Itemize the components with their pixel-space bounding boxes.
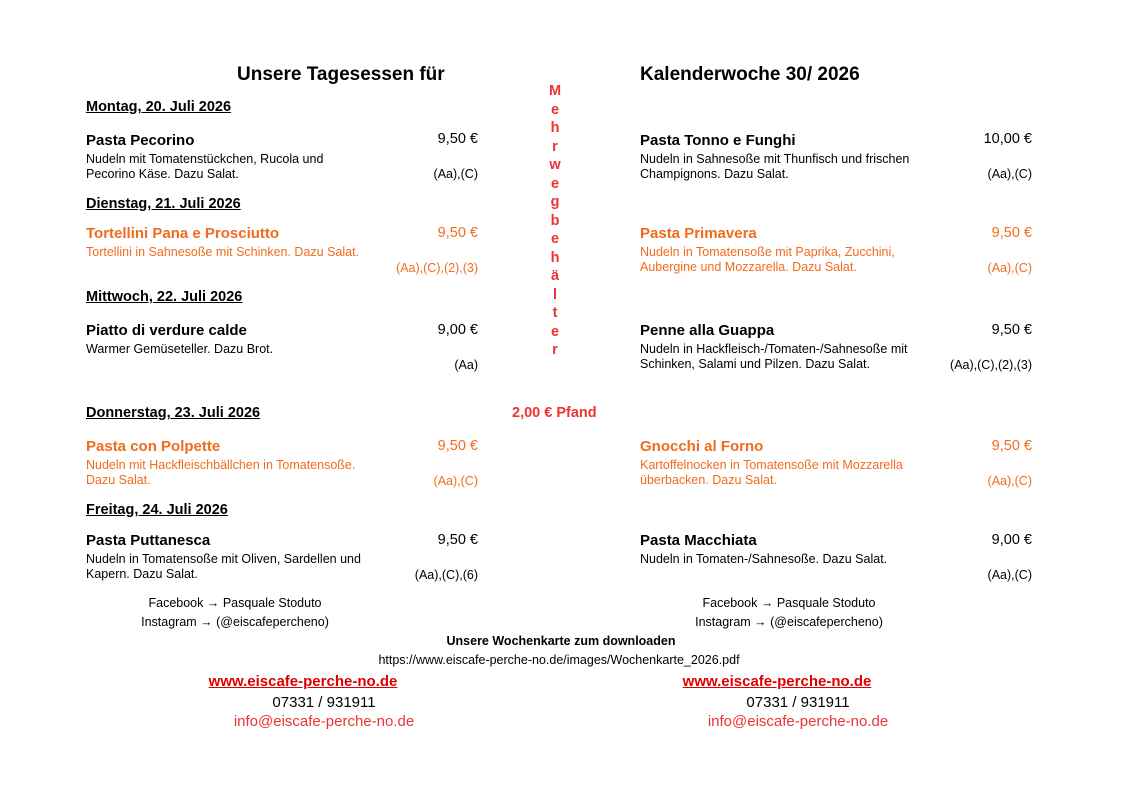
dish-price: 10,00 € (983, 131, 1032, 147)
dish-price: 9,50 € (437, 532, 478, 548)
website-link-right[interactable]: www.eiscafe-perche-no.de (682, 673, 872, 690)
dish-price: 9,50 € (437, 225, 478, 241)
download-url[interactable]: https://www.eiscafe-perche-no.de/images/Wochenkarte_2026.pdf (378, 653, 740, 667)
dish-name: Tortellini Pana e Prosciutto (86, 225, 280, 242)
dish-description: Schinken, Salami und Pilzen. Dazu Salat. (640, 357, 870, 371)
dish-description: Nudeln in Tomatensoße mit Paprika, Zucchini, (640, 245, 895, 259)
instagram-link-left: Instagram → (@eiscafepercheno) (141, 615, 329, 629)
dish-description: Champignons. Dazu Salat. (640, 167, 789, 181)
dish-name: Pasta con Polpette (86, 438, 221, 455)
note-letter: e (550, 101, 560, 118)
dish-name: Piatto di verdure calde (86, 322, 247, 339)
dish-allergens: (Aa),(C) (987, 568, 1032, 582)
email-left[interactable]: info@eiscafe-perche-no.de (233, 713, 415, 730)
dish-allergens: (Aa),(C) (433, 167, 478, 181)
note-letter: h (550, 120, 560, 136)
dish-allergens: (Aa),(C) (987, 474, 1032, 488)
note-letter: M (548, 83, 562, 99)
instagram-link-right: Instagram → (@eiscafepercheno) (695, 615, 883, 629)
note-letter: r (552, 138, 558, 155)
note-letter: w (549, 157, 561, 173)
website-link-left[interactable]: www.eiscafe-perche-no.de (208, 673, 398, 690)
dish-allergens: (Aa),(C),(6) (414, 568, 478, 582)
note-letter: e (550, 323, 560, 340)
day-heading-tuesday: Dienstag, 21. Juli 2026 (86, 196, 241, 212)
note-letter: b (550, 212, 560, 229)
dish-description: Nudeln mit Hackfleischbällchen in Tomatensoße. (86, 458, 356, 472)
note-letter: g (550, 194, 560, 210)
dish-allergens: (Aa),(C),(2),(3) (950, 358, 1032, 372)
note-letter: e (550, 175, 560, 192)
page-title-left: Unsere Tagesessen für (237, 64, 445, 85)
facebook-link-left: Facebook → Pasquale Stoduto (148, 596, 322, 610)
dish-description: Nudeln in Hackfleisch-/Tomaten-/Sahnesoße mit (640, 342, 908, 356)
note-letter: h (550, 249, 560, 266)
dish-price: 9,50 € (991, 225, 1032, 241)
dish-allergens: (Aa) (454, 358, 478, 372)
facebook-link-right: Facebook → Pasquale Stoduto (702, 596, 876, 610)
dish-price: 9,50 € (437, 438, 478, 454)
dish-name: Pasta Puttanesca (86, 532, 211, 549)
dish-description: Aubergine und Mozzarella. Dazu Salat. (640, 260, 857, 274)
day-heading-thursday: Donnerstag, 23. Juli 2026 (86, 405, 261, 421)
dish-description: Warmer Gemüseteller. Dazu Brot. (86, 342, 274, 356)
day-heading-friday: Freitag, 24. Juli 2026 (86, 502, 228, 518)
dish-allergens: (Aa),(C) (987, 261, 1032, 275)
dish-description: Pecorino Käse. Dazu Salat. (86, 167, 239, 181)
day-heading-monday: Montag, 20. Juli 2026 (86, 99, 232, 115)
dish-allergens: (Aa),(C) (987, 167, 1032, 181)
dish-name: Pasta Primavera (640, 225, 757, 242)
note-letter: t (552, 305, 558, 321)
phone-left: 07331 / 931911 (272, 694, 376, 711)
email-right[interactable]: info@eiscafe-perche-no.de (707, 713, 889, 730)
phone-right: 07331 / 931911 (746, 694, 850, 711)
dish-name: Pasta Macchiata (640, 532, 757, 549)
dish-description: Nudeln in Tomaten-/Sahnesoße. Dazu Salat. (640, 552, 888, 566)
dish-description: Nudeln in Tomatensoße mit Oliven, Sardellen und (86, 552, 361, 566)
dish-name: Pasta Pecorino (86, 132, 195, 149)
dish-price: 9,50 € (991, 438, 1032, 454)
note-letter: l (552, 286, 558, 303)
note-letter: e (550, 231, 560, 247)
download-heading: Unsere Wochenkarte zum downloaden (446, 634, 676, 648)
mehrwegbehaelter-note (545, 82, 565, 360)
pfand-label: 2,00 € Pfand (512, 405, 597, 421)
dish-description: Nudeln mit Tomatenstückchen, Rucola und (86, 152, 324, 166)
dish-price: 9,50 € (991, 322, 1032, 338)
dish-price: 9,50 € (437, 131, 478, 147)
dish-description: Dazu Salat. (86, 473, 151, 487)
dish-description: Nudeln in Sahnesoße mit Thunfisch und frischen (640, 152, 910, 166)
dish-description: überbacken. Dazu Salat. (640, 473, 777, 487)
dish-allergens: (Aa),(C) (433, 474, 478, 488)
dish-description: Kapern. Dazu Salat. (86, 567, 198, 581)
day-heading-wednesday: Mittwoch, 22. Juli 2026 (86, 289, 243, 305)
dish-price: 9,00 € (437, 322, 478, 338)
dish-description: Kartoffelnocken in Tomatensoße mit Mozzarella (640, 458, 903, 472)
dish-price: 9,00 € (991, 532, 1032, 548)
page-title-right: Kalenderwoche 30/ 2026 (640, 64, 860, 85)
note-letter: ä (550, 268, 560, 284)
dish-name: Pasta Tonno e Funghi (640, 132, 796, 149)
dish-name: Gnocchi al Forno (640, 438, 764, 455)
dish-description: Tortellini in Sahnesoße mit Schinken. Dazu Salat. (86, 245, 360, 259)
dish-allergens: (Aa),(C),(2),(3) (396, 261, 478, 275)
dish-name: Penne alla Guappa (640, 322, 775, 339)
note-letter: r (552, 342, 558, 358)
